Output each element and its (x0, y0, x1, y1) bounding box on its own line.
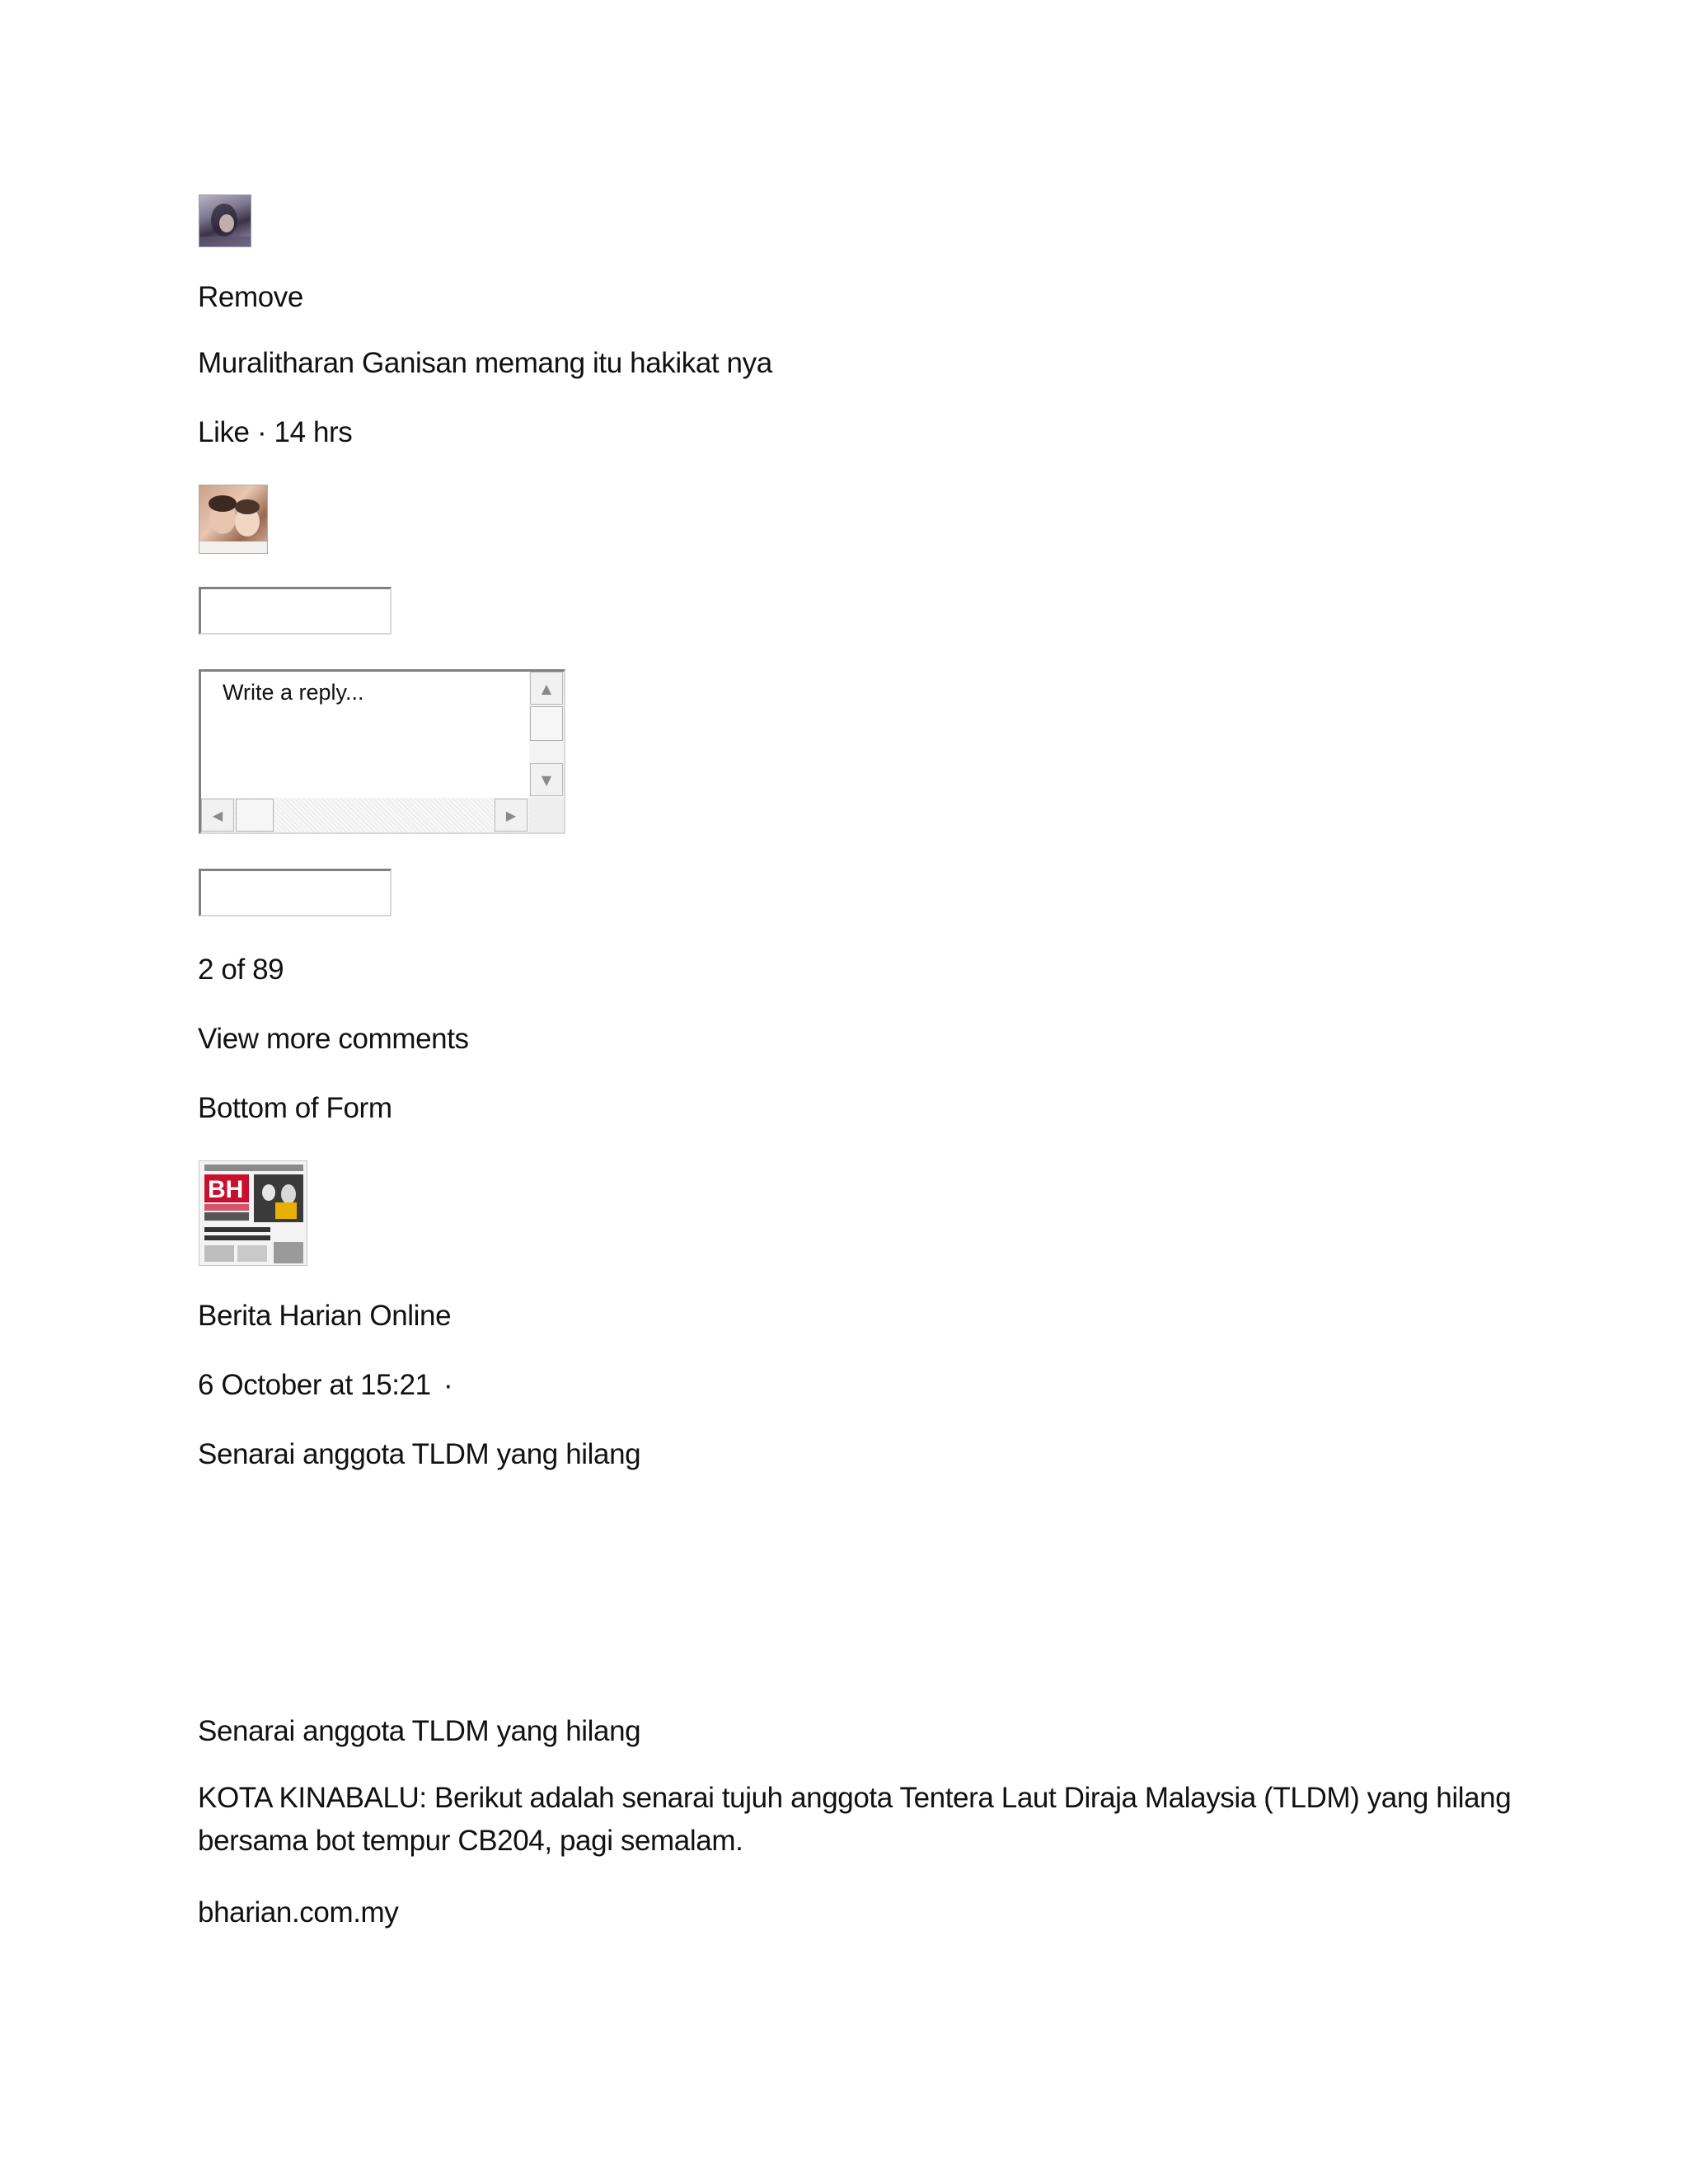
scroll-left-icon[interactable]: ◀ (201, 799, 234, 832)
comment-text: memang itu hakikat nya (474, 347, 772, 379)
hidden-text-field-bottom[interactable] (199, 869, 392, 916)
newspaper-logo-icon (199, 1161, 307, 1266)
post-date-link[interactable]: 6 October at 15:21 (198, 1369, 431, 1401)
scroll-right-icon[interactable]: ▶ (495, 799, 528, 832)
link-preview-title[interactable]: Senarai anggota TLDM yang hilang (198, 1715, 641, 1747)
bottom-of-form-marker: Bottom of Form (198, 1092, 392, 1124)
avatar-photo-icon (199, 195, 251, 247)
scroll-up-icon[interactable]: ▲ (530, 672, 563, 705)
reply-placeholder: Write a reply... (223, 680, 364, 705)
pagination-count: 2 of 89 (198, 954, 284, 986)
vertical-scrollbar[interactable] (529, 672, 564, 798)
reply-textarea[interactable] (199, 669, 565, 834)
commenter-avatar[interactable] (199, 194, 251, 247)
link-preview-description: KOTA KINABALU: Berikut adalah senarai tujuh anggota Tentera Laut Diraja Malaysia (TLDM) yang hilang bersama bot tempur CB204, pagi semalam. (198, 1782, 1512, 1857)
post-meta (198, 1368, 452, 1403)
scroll-down-icon[interactable]: ▼ (530, 763, 563, 796)
avatar-photo-icon (199, 485, 268, 554)
comment-time[interactable]: 14 hrs (274, 416, 353, 448)
bh-logo-text: BH (208, 1176, 244, 1203)
view-more-comments-link[interactable]: View more comments (198, 1023, 469, 1055)
scrollbar-corner (529, 798, 564, 832)
horizontal-scroll-thumb[interactable] (236, 799, 274, 832)
page-thumbnail[interactable] (199, 1160, 307, 1266)
post-date-separator: · (443, 1369, 453, 1401)
comment-line (198, 346, 772, 381)
comment-author[interactable]: Muralitharan Ganisan (198, 347, 467, 379)
hidden-text-field-top[interactable] (199, 587, 392, 635)
link-preview-domain[interactable]: bharian.com.my (198, 1896, 399, 1929)
like-link[interactable]: Like (198, 416, 250, 448)
comment-meta (198, 415, 352, 450)
horizontal-scrollbar[interactable] (201, 798, 529, 832)
remove-link[interactable]: Remove (198, 281, 303, 313)
meta-separator: · (256, 416, 267, 448)
reply-avatar (199, 485, 268, 554)
page-name-link[interactable]: Berita Harian Online (198, 1300, 452, 1332)
vertical-scroll-thumb[interactable] (530, 706, 563, 741)
post-caption: Senarai anggota TLDM yang hilang (198, 1438, 641, 1470)
